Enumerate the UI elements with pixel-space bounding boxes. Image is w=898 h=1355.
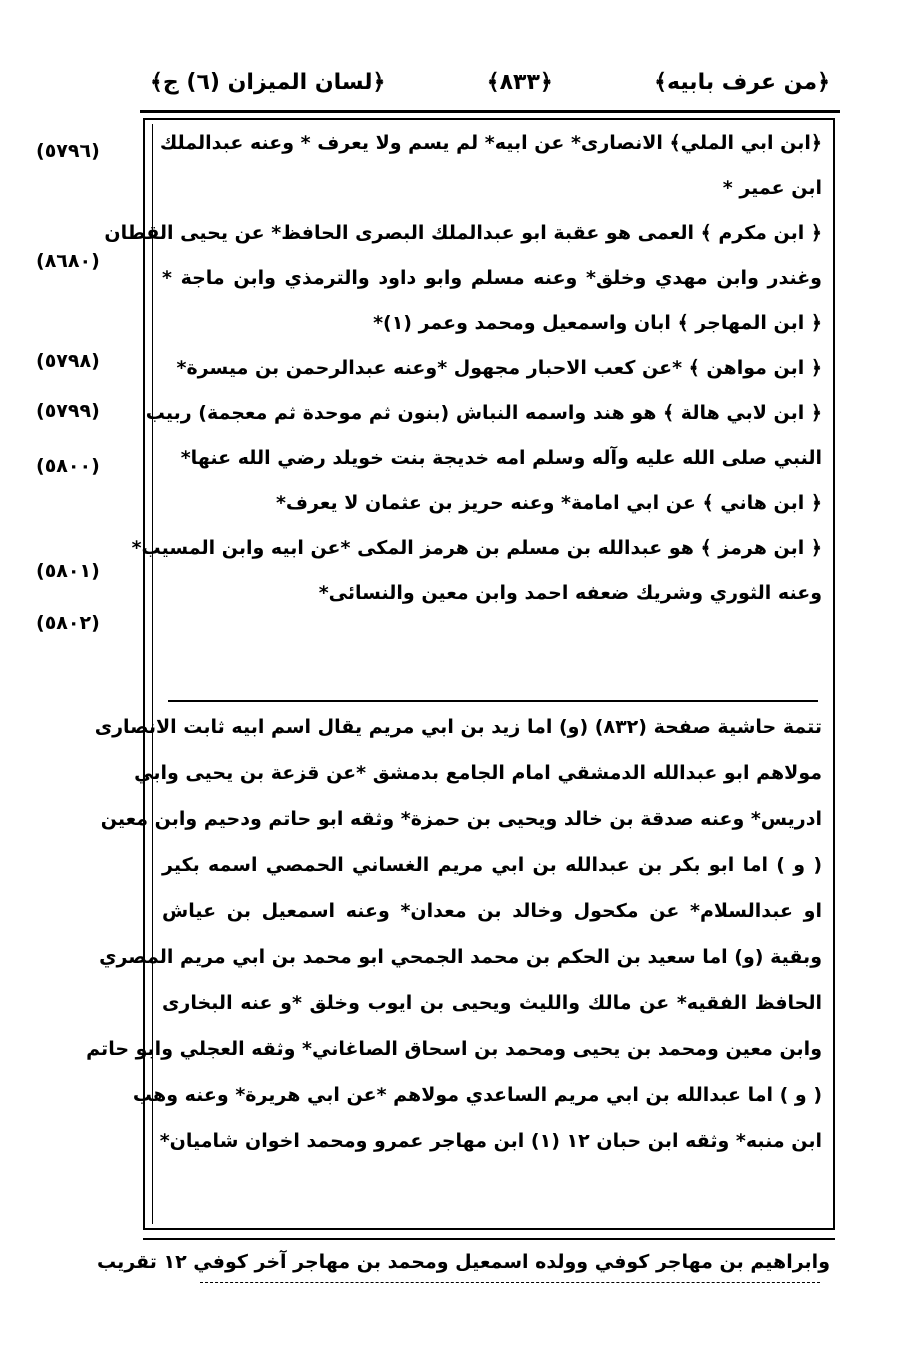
entry-line: ابن عمير * bbox=[722, 177, 822, 199]
entry-line: ﴿ ابن لابي هالة ﴾ هو هند واسمه النباش (بنون ثم موحدة ثم معجمة) ربيب bbox=[145, 402, 822, 424]
header-rule bbox=[140, 110, 840, 113]
header-page-number: ﴿٨٣٣﴾ bbox=[486, 69, 553, 95]
footnote-line: وابراهيم بن مهاجر كوفي وولده اسمعيل ومحمد بن مهاجر آخر كوفي ١٢ تقريب bbox=[96, 1251, 830, 1273]
footnote-rule bbox=[143, 1238, 835, 1240]
note-line: مولاهم ابو عبدالله الدمشقي امام الجامع بدمشق *عن قزعة بن يحيى وابي bbox=[134, 762, 822, 784]
note-line: تتمة حاشية صفحة (٨٣٢) (و) اما زيد بن ابي مريم يقال اسم ابيه ثابت الانصارى bbox=[94, 716, 822, 738]
entry-number: (٥٧٩٨) bbox=[36, 350, 100, 372]
entry-number: (٨٦٨٠) bbox=[36, 250, 100, 272]
entry-line: ﴿ ابن مكرم ﴾ العمى هو عقبة ابو عبدالملك البصرى الحافظ* عن يحيى القطان bbox=[104, 222, 822, 244]
notes-separator-rule bbox=[168, 700, 818, 702]
running-header bbox=[150, 62, 830, 102]
entry-number: (٥٨٠٢) bbox=[36, 612, 100, 634]
entry-line: وعنه الثوري وشريك ضعفه احمد وابن معين والنسائى* bbox=[318, 582, 822, 604]
note-line: وبقية (و) اما سعيد بن الحكم بن محمد الجمحي ابو محمد بن ابي مريم المصري bbox=[99, 946, 822, 968]
footnote-dashed-rule bbox=[200, 1282, 820, 1283]
entry-line: ﴿ ابن هاني ﴾ عن ابي امامة* وعنه حريز بن عثمان لا يعرف* bbox=[275, 492, 822, 514]
entry-number: (٥٨٠٠) bbox=[36, 455, 100, 477]
entry-line: النبي صلى الله عليه وآله وسلم امه خديجة بنت خويلد رضي الله عنها* bbox=[180, 447, 822, 469]
entries-block bbox=[104, 128, 822, 623]
note-line: وابن معين ومحمد بن يحيى ومحمد بن اسحاق الصاغاني* وثقه العجلي وابو حاتم bbox=[86, 1038, 822, 1060]
entry-number: (٥٨٠١) bbox=[36, 560, 100, 582]
header-book-title: ﴿لسان الميزان (٦) ج﴾ bbox=[150, 69, 386, 95]
entry-number: (٥٧٩٩) bbox=[36, 400, 100, 422]
note-line: الحافظ الفقيه* عن مالك والليث ويحيى بن ايوب وخلق *و عنه البخارى bbox=[162, 992, 822, 1014]
entry-line: ﴿ابن ابي الملي﴾ الانصارى* عن ابيه* لم يسم ولا يعرف * وعنه عبدالملك bbox=[159, 132, 822, 154]
header-chapter-title: ﴿من عرف بابيه﴾ bbox=[654, 69, 830, 95]
entry-line: ﴿ ابن المهاجر ﴾ ابان واسمعيل ومحمد وعمر (١)* bbox=[373, 312, 822, 334]
note-line: ( و ) اما عبدالله بن ابي مريم الساعدي مولاهم *عن ابي هريرة* وعنه وهب bbox=[132, 1084, 822, 1106]
entry-line: ﴿ ابن هرمز ﴾ هو عبدالله بن مسلم بن هرمز المكى *عن ابيه وابن المسيب* bbox=[131, 537, 822, 559]
entry-line: ﴿ ابن مواهن ﴾ *عن كعب الاحبار مجهول *وعنه عبدالرحمن بن ميسرة* bbox=[176, 357, 822, 379]
note-line: او عبدالسلام* عن مكحول وخالد بن معدان* وعنه اسمعيل بن عياش bbox=[162, 900, 822, 922]
entry-line: وغندر وابن مهدي وخلق* وعنه مسلم وابو داود والترمذي وابن ماجة * bbox=[162, 267, 822, 289]
note-line: ( و ) اما ابو بكر بن عبدالله بن ابي مريم الغساني الحمصي اسمه بكير bbox=[162, 854, 822, 876]
entry-number: (٥٧٩٦) bbox=[36, 140, 100, 162]
marginal-notes-block bbox=[86, 712, 822, 1172]
note-line: ادريس* وعنه صدقة بن خالد ويحيى بن حمزة* وثقه ابو حاتم ودحيم وابن معين bbox=[100, 808, 822, 830]
note-line: ابن منبه* وثقه ابن حبان ١٢ (١) ابن مهاجر عمرو ومحمد اخوان شاميان* bbox=[159, 1130, 822, 1152]
